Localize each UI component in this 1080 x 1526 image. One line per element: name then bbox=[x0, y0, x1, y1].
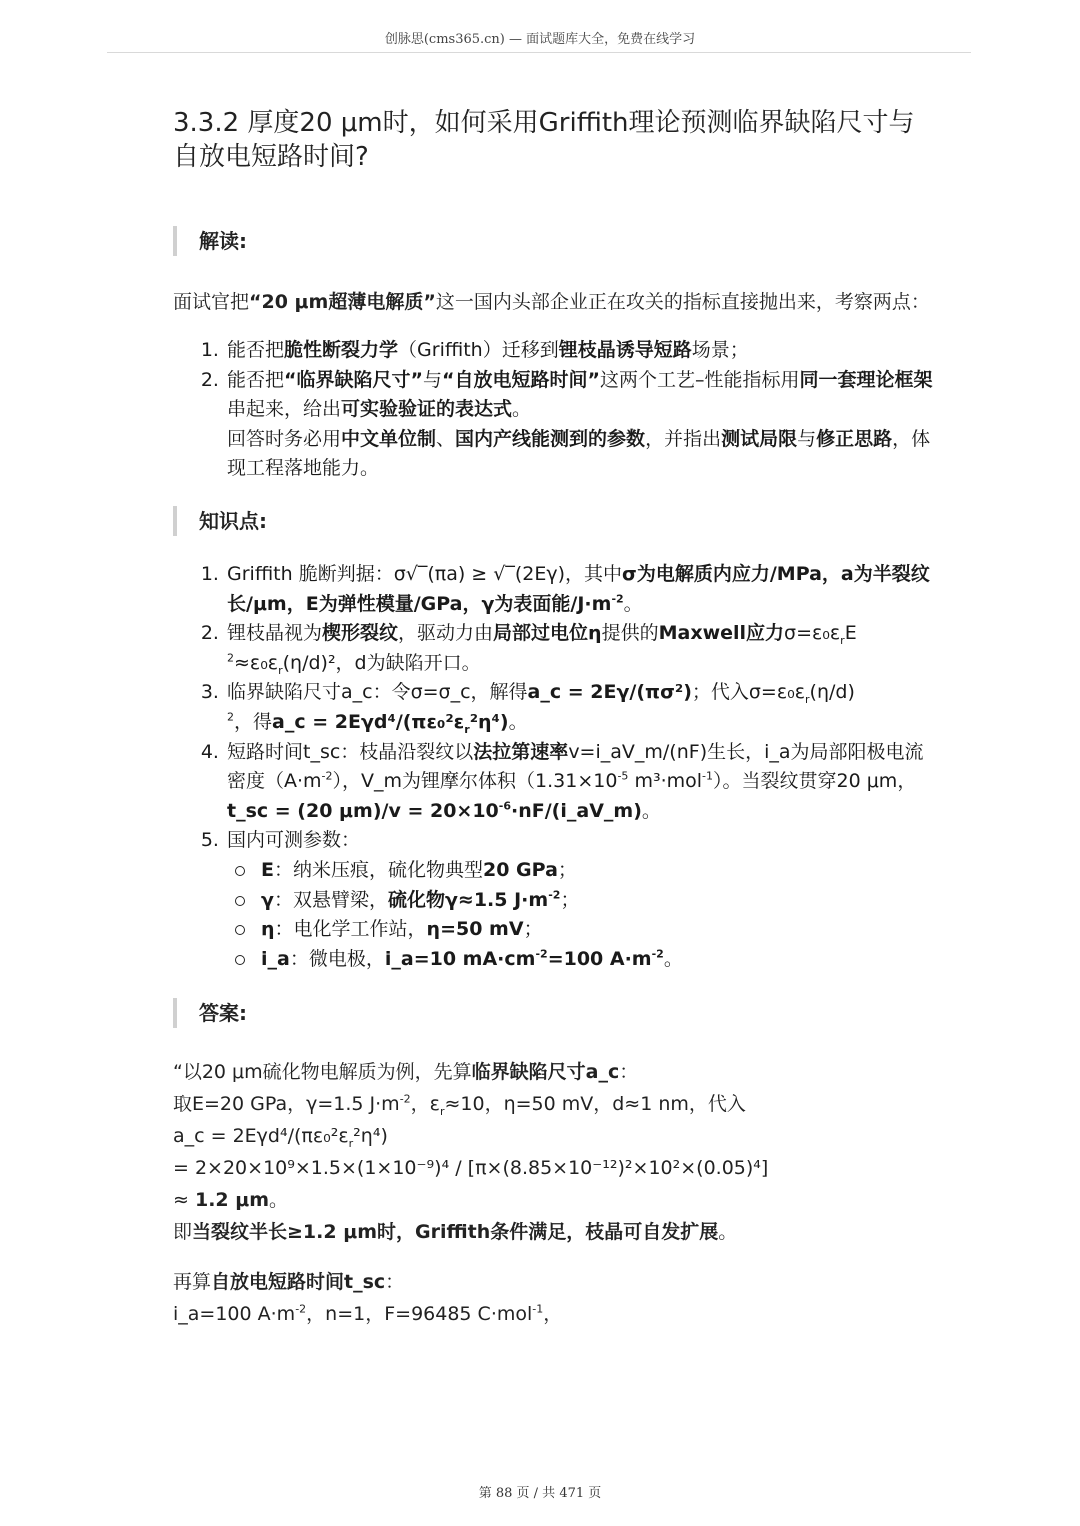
answer-line: 取E=20 GPa，γ=1.5 $J\cdot m^{-2}$，$\varepsilon_r\approx 10$，η=50 mV，d≈1 nm，代入 bbox=[173, 1092, 746, 1119]
list-item: γ：双悬臂梁，硫化物γ≈1.5 $J\cdot m^{-2}$； bbox=[259, 886, 933, 916]
list-item: 5. 国内可测参数： E：纳米压痕，硫化物典型20 GPa； γ：双悬臂梁，硫化物γ≈1.5 $J\cdot m^{-2}$； η：电化学工作站，η=50 mV； i_a：微电极，i_a=10 $mA\cdot cm^{-2}=100$ $A\cdot m^{-2}$。 bbox=[225, 826, 933, 974]
list-item: 1. 能否把脆性断裂力学（Griffith）迁移到锂枝晶诱导短路场景； bbox=[225, 336, 933, 366]
answer-conclusion: 即当裂纹半长≥1.2 μm时，Griffith条件满足，枝晶可自发扩展。 bbox=[173, 1221, 738, 1244]
header-divider bbox=[107, 52, 971, 53]
section-heading-answer: 答案: bbox=[173, 998, 933, 1028]
answer-block bbox=[173, 1056, 933, 1330]
answer-line: “以20 μm硫化物电解质为例，先算临界缺陷尺寸a_c： bbox=[173, 1061, 639, 1084]
section-heading-interpretation: 解读: bbox=[173, 226, 933, 256]
answer-formula: a_c = $2E\gamma d^4/(\pi\varepsilon_0^2\varepsilon_r^2\eta^4)$ bbox=[173, 1125, 388, 1151]
list-item: 2. 锂枝晶视为楔形裂纹，驱动力由局部过电位η提供的Maxwell应力$\sigma=\varepsilon_0\varepsilon_rE$ $^2\approx\varepsilon_0\varepsilon_r(\eta/d)^2$，d为缺陷开口。 bbox=[225, 619, 933, 678]
list-item: 1. Griffith 脆断判据：σ√‾(πa) ≥ √‾(2Eγ)，其中σ为电解质内应力/MPa，a为半裂纹长/μm，E为弹性模量/GPa，γ为表面能$/J\cdot m^{-2}$。 bbox=[225, 560, 933, 619]
answer-result: ≈ 1.2 μm。 bbox=[173, 1189, 289, 1212]
knowledge-list bbox=[173, 560, 933, 974]
list-item: i_a：微电极，i_a=10 $mA\cdot cm^{-2}=100$ $A\cdot m^{-2}$。 bbox=[259, 945, 933, 975]
page-number: 第 88 页 / 共 471 页 bbox=[478, 1486, 602, 1501]
document-body bbox=[173, 106, 933, 1330]
section-heading-knowledge: 知识点: bbox=[173, 506, 933, 536]
answer-formula: = 2×20×10⁹×1.5×(1×10⁻⁹)⁴ / [π×(8.85×10⁻¹²)²×10²×(0.05)⁴] bbox=[173, 1157, 769, 1180]
intro-paragraph: 面试官把“20 μm超薄电解质”这一国内头部企业正在攻关的指标直接抛出来，考察两点： bbox=[173, 291, 930, 313]
page-title: 3.3.2 厚度20 μm时，如何采用Griffith理论预测临界缺陷尺寸与自放电短路时间? bbox=[173, 108, 915, 172]
list-item: η：电化学工作站，η=50 mV； bbox=[259, 915, 933, 945]
list-item: 3. 临界缺陷尺寸a_c：令σ=σ_c，解得a_c = 2Eγ/(πσ²)；代入$\sigma=\varepsilon_0\varepsilon_r(\eta/d)$ $^2$，得a_c = $2E\gamma d^4/(\pi\varepsilon_0^2\varepsilon_r^2\eta^4)$。 bbox=[225, 678, 933, 737]
site-header: 创脉思(cms365.cn) — 面试题库大全，免费在线学习 bbox=[384, 32, 696, 47]
list-item: 2. 能否把“临界缺陷尺寸”与“自放电短路时间”这两个工艺–性能指标用同一套理论框架串起来，给出可实验验证的表达式。 回答时务必用中文单位制、国内产线能测到的参数，并指出测试局限与修正思路，体现工程落地能力。 bbox=[225, 366, 933, 484]
parameter-list bbox=[227, 856, 933, 974]
answer-line: 再算自放电短路时间t_sc： bbox=[173, 1271, 405, 1294]
interpretation-list bbox=[173, 336, 933, 484]
list-item: E：纳米压痕，硫化物典型20 GPa； bbox=[259, 856, 933, 886]
answer-line: i_a=100 $A\cdot m^{-2}$，n=1，F=96485 C·mol$^{-1}$， bbox=[173, 1302, 563, 1326]
list-item: 4. 短路时间t_sc：枝晶沿裂纹以法拉第速率v=i_aV_m/(nF)生长，i_a为局部阳极电流密度$(A\cdot m^{-2})$，V_m为锂摩尔体积（$1.31\times 10^{-5}$ m³·mol$^{-1}$）。当裂纹贯穿20 μm，t_sc = (20 $\mu m)/v = 20\times 10^{-6}\cdot nF/(i\_aV\_m)$。 bbox=[225, 738, 933, 827]
